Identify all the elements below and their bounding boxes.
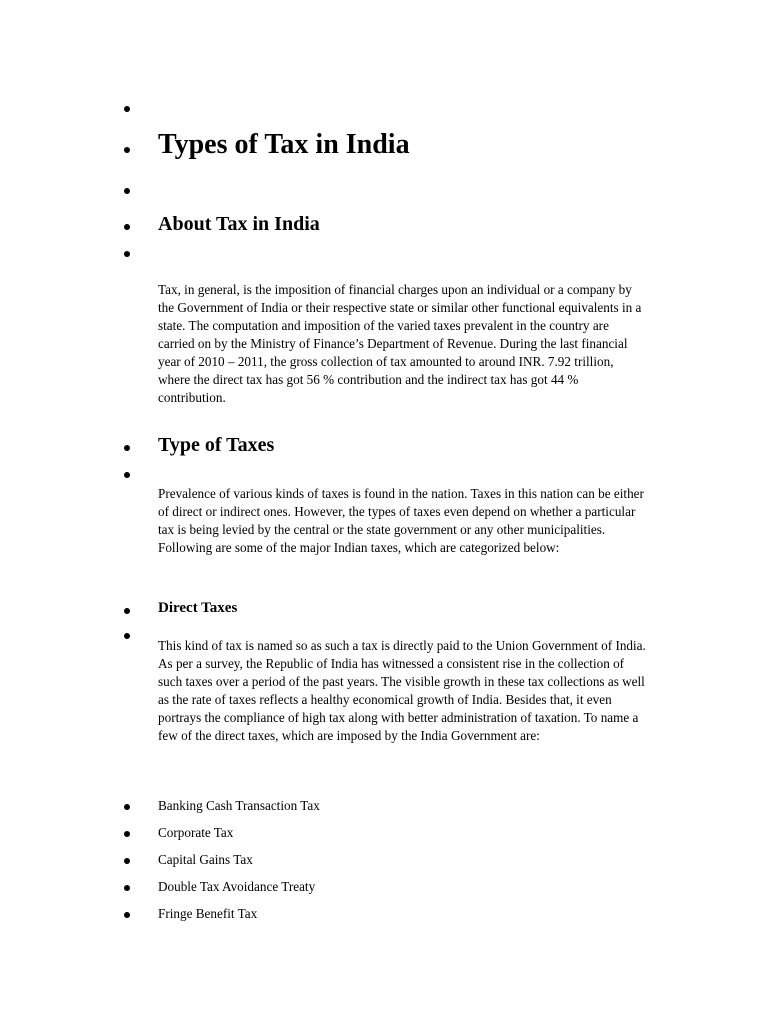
- list-item: Double Tax Avoidance Treaty: [158, 879, 316, 894]
- list-bullet: [124, 804, 130, 810]
- list-item: Banking Cash Transaction Tax: [158, 798, 320, 813]
- list-bullet: [124, 831, 130, 837]
- title-bullet: [124, 147, 130, 153]
- list-bullet: [124, 885, 130, 891]
- empty-bullet: [124, 188, 130, 194]
- about-paragraph: Tax, in general, is the imposition of financial charges upon an individual or a company by the Government of India or their respective state or similar other functional equivalents in a state. The computation and imposition of the varied taxes prevalent in the country are carried on by the Ministry of Finance’s Department of Revenue. During the last financial year of 2010 – 2011, the gross collection of tax amounted to around INR. 7.92 trillion, where the direct tax has got 56 % contribution and the indirect tax has got 44 % contribution.: [158, 282, 642, 405]
- types-heading: Type of Taxes: [158, 434, 275, 456]
- list-bullet: [124, 912, 130, 918]
- page-title: Types of Tax in India: [158, 129, 410, 160]
- about-heading-bullet: [124, 224, 130, 230]
- direct-taxes-heading: Direct Taxes: [158, 600, 238, 616]
- empty-bullet: [124, 106, 130, 112]
- empty-bullet: [124, 633, 130, 639]
- list-item: Fringe Benefit Tax: [158, 906, 258, 921]
- list-bullet: [124, 858, 130, 864]
- direct-heading-bullet: [124, 608, 130, 614]
- list-item: Corporate Tax: [158, 825, 234, 840]
- types-heading-bullet: [124, 445, 130, 451]
- direct-taxes-paragraph: This kind of tax is named so as such a tax is directly paid to the Union Government of India. As per a survey, the Republic of India has witnessed a consistent rise in the collection of such taxes over a period of the past years. The visible growth in these tax collections as well as the rate of taxes reflects a healthy economical growth of India. Besides that, it even portrays the compliance of high tax along with better administration of taxation. To name a few of the direct taxes, which are imposed by the India Government are:: [158, 638, 646, 743]
- list-item: Capital Gains Tax: [158, 852, 253, 867]
- empty-bullet: [124, 251, 130, 257]
- types-paragraph: Prevalence of various kinds of taxes is found in the nation. Taxes in this nation can be either of direct or indirect ones. However, the types of taxes even depend on whether a particular tax is being levied by the central or the state government or any other municipalities. Following are some of the major Indian taxes, which are categorized below:: [158, 486, 644, 555]
- empty-bullet: [124, 472, 130, 478]
- about-heading: About Tax in India: [158, 213, 320, 235]
